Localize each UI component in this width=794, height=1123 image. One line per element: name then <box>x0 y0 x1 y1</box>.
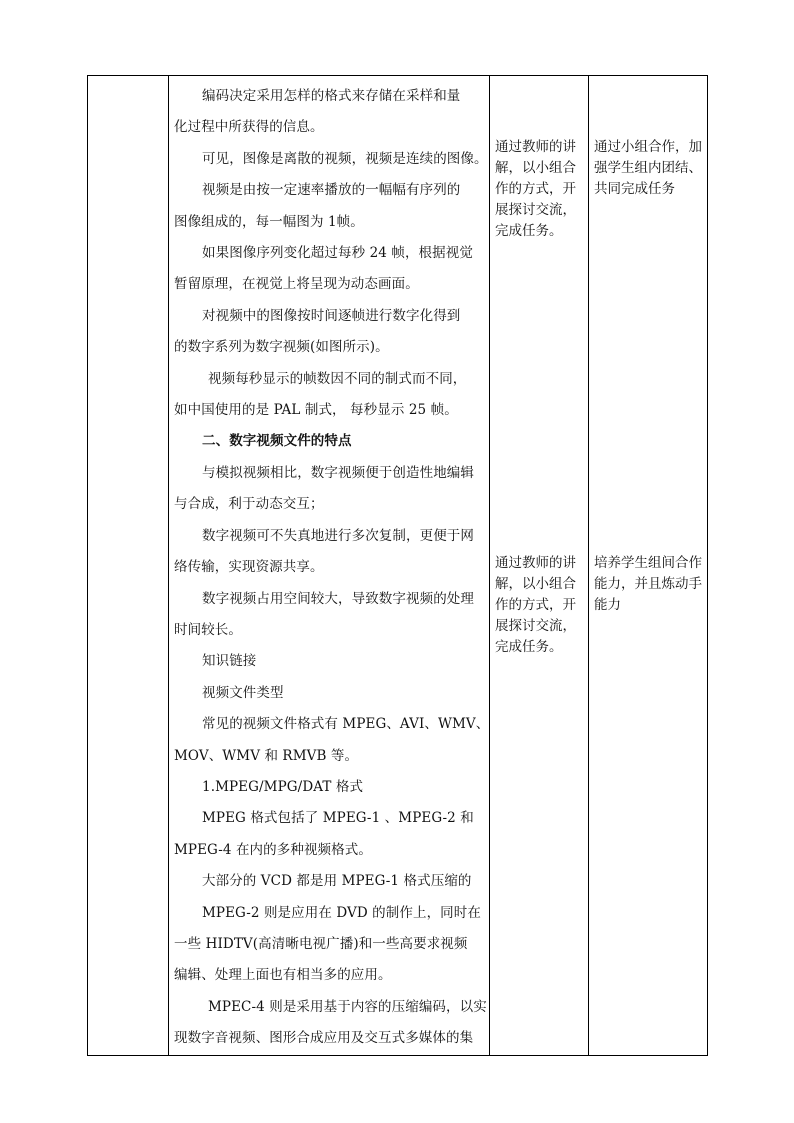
content-line: MOV、WMV 和 RMVB 等。 <box>174 747 359 764</box>
content-line: 数字视频可不失真地进行多次复制，更便于网 <box>202 527 474 544</box>
content-line: 如中国使用的是 PAL 制式， 每秒显示 25 帧。 <box>174 402 458 419</box>
content-line: 时间较长。 <box>174 621 242 638</box>
stage-cell <box>88 76 169 1056</box>
content-line: 的数字系列为数字视频(如图所示)。 <box>174 339 389 356</box>
purpose-note-2: 培养学生组间合作能力，并且炼动手能力 <box>594 555 702 613</box>
content-line: 暂留原理，在视觉上将呈现为动态画面。 <box>174 276 419 293</box>
content-line: 对视频中的图像按时间逐帧进行数字化得到 <box>202 307 461 324</box>
content-line: 编码决定采用怎样的格式来存储在采样和量 <box>202 88 461 104</box>
content-line: MPEC-4 则是采用基于内容的压缩编码，以实 <box>208 998 487 1015</box>
content-line: 可见，图像是离散的视频，视频是连续的图像。 <box>202 150 488 167</box>
content-line: 大部分的 VCD 都是用 MPEG-1 格式压缩的 <box>202 873 472 890</box>
content-line: 视频文件类型 <box>202 684 284 701</box>
content-line: 络传输，实现资源共享。 <box>174 559 324 576</box>
section-heading: 二、数字视频文件的特点 <box>202 433 352 450</box>
content-line: 知识链接 <box>202 653 257 670</box>
content-line: MPEG-4 在内的多种视频格式。 <box>174 841 372 858</box>
content-line: 数字视频占用空间较大，导致数字视频的处理 <box>202 590 474 607</box>
content-line: 如果图像序列变化超过每秒 24 帧，根据视觉 <box>202 245 473 262</box>
teacher-note-2: 通过教师的讲解，以小组合作的方式，开展探讨交流，完成任务。 <box>495 555 576 655</box>
content-line: 常见的视频文件格式有 MPEG、AVI、WMV、 <box>202 716 490 733</box>
purpose-note-1: 通过小组合作，加强学生组内团结、共同完成任务 <box>594 139 702 197</box>
content-text <box>169 76 489 1055</box>
content-line: 化过程中所获得的信息。 <box>174 119 324 136</box>
content-line: 视频是由按一定速率播放的一幅幅有序列的 <box>202 182 461 199</box>
content-line: 一些 HIDTV(高清晰电视广播)和一些高要求视频 <box>174 935 468 952</box>
teacher-activity-cell <box>490 76 589 1056</box>
table-row <box>88 76 708 1056</box>
content-line: MPEG-2 则是应用在 DVD 的制作上，同时在 <box>202 904 481 921</box>
content-cell <box>169 76 490 1056</box>
content-line: 图像组成的，每一幅图为 1帧。 <box>174 213 364 230</box>
content-line: 编辑、处理上面也有相当多的应用。 <box>174 967 392 984</box>
content-line: 与合成，利于动态交互； <box>174 496 324 513</box>
lesson-plan-table <box>87 75 708 1056</box>
design-purpose-cell <box>589 76 708 1056</box>
content-line: 现数字音视频、图形合成应用及交互式多媒体的集 <box>174 1030 474 1047</box>
content-line: 与模拟视频相比，数字视频便于创造性地编辑 <box>202 464 474 481</box>
content-line: 1.MPEG/MPG/DAT 格式 <box>202 778 364 795</box>
content-line: 视频每秒显示的帧数因不同的制式而不同， <box>208 370 467 387</box>
teacher-note-1: 通过教师的讲解，以小组合作的方式，开展探讨交流，完成任务。 <box>495 139 576 239</box>
content-line: MPEG 格式包括了 MPEG-1 、MPEG-2 和 <box>202 810 474 827</box>
